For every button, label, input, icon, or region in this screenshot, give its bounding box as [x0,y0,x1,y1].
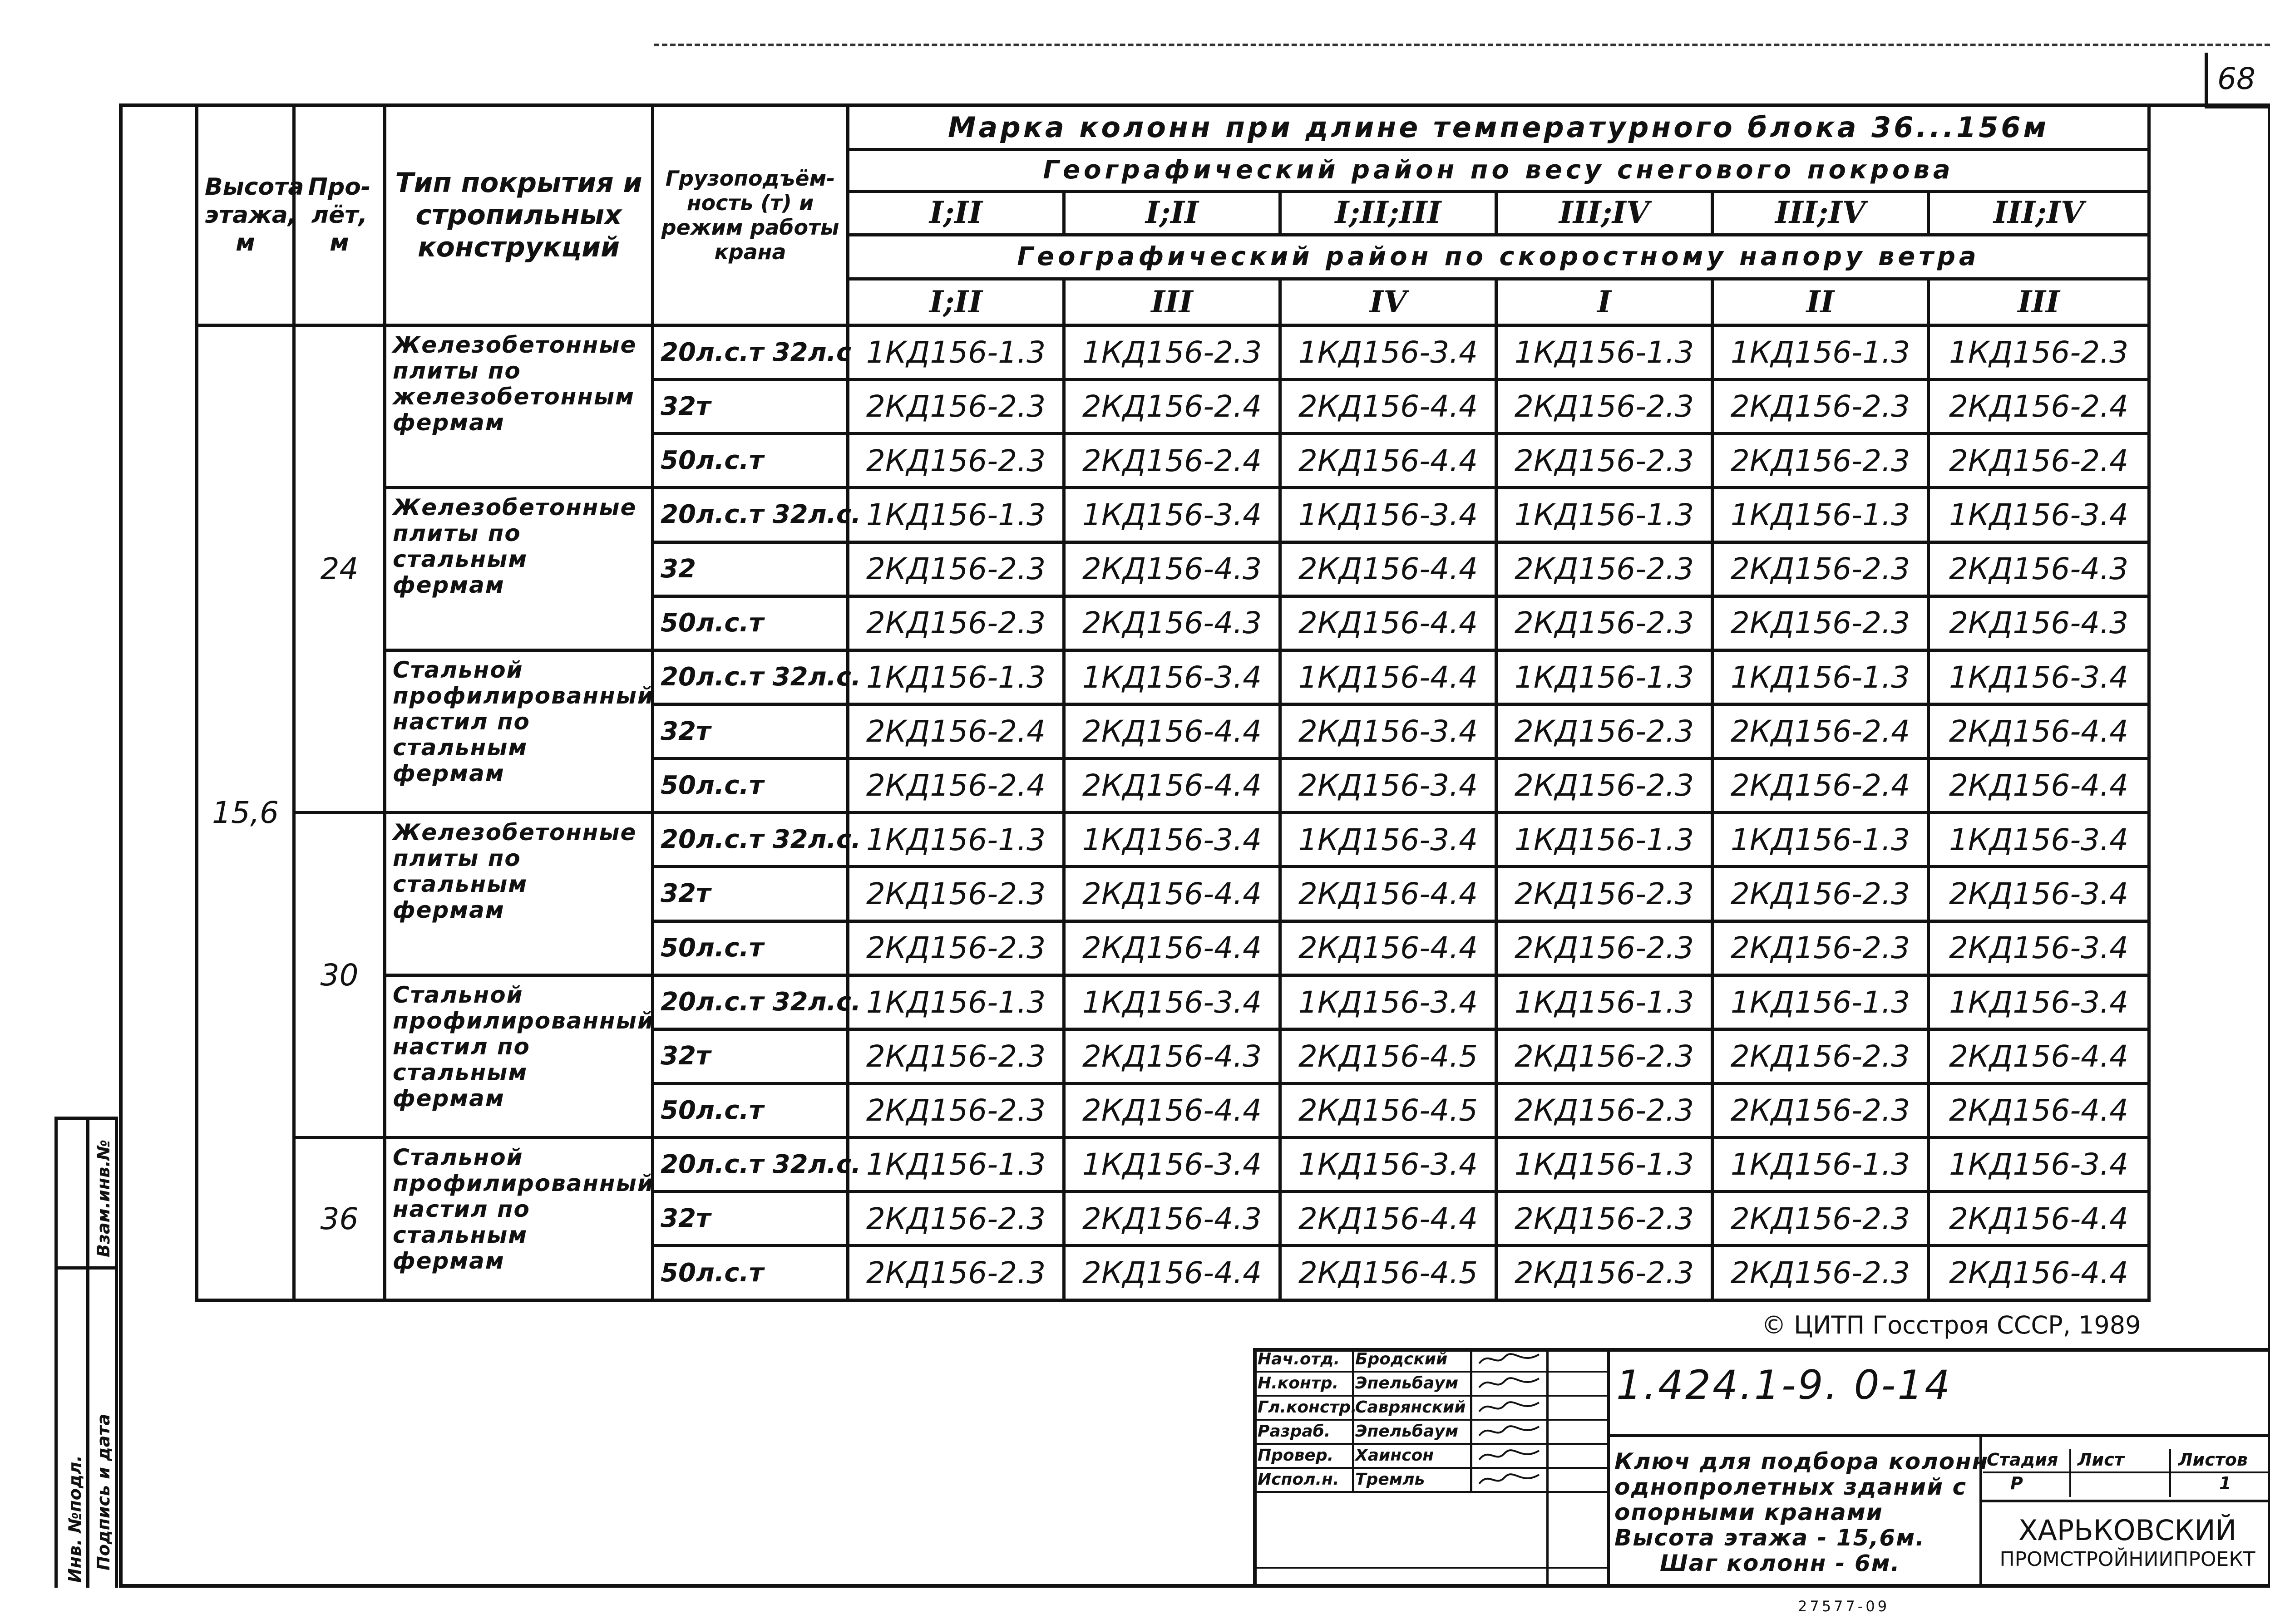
column-mark-cell: 2КД156-2.3 [848,921,1064,975]
table-row [197,1137,2149,1191]
header-snow-title: Географический район по весу снегового покрова [848,149,2149,191]
column-mark-cell: 1КД156-3.4 [1280,488,1496,542]
side-label: Взам.инв.№ [94,1139,114,1257]
column-mark-cell: 1КД156-1.3 [848,975,1064,1029]
column-mark-cell: 2КД156-3.4 [1929,921,2149,975]
crane-load-cell: 20л.с.т 32л.с. [653,650,848,704]
column-mark-cell: 2КД156-4.4 [1280,433,1496,487]
column-mark-cell: 2КД156-2.3 [848,433,1064,487]
column-mark-cell: 2КД156-4.3 [1064,596,1280,650]
column-mark-cell: 2КД156-4.4 [1280,542,1496,596]
column-mark-cell: 2КД156-4.4 [1064,867,1280,921]
column-mark-cell: 1КД156-1.3 [1712,975,1929,1029]
crane-load-cell: 32т [653,1029,848,1083]
column-mark-cell: 1КД156-3.4 [1064,488,1280,542]
snow-code: I;II [1064,191,1280,235]
title-line: Высота этажа - 15,6м. [1614,1525,1925,1551]
crane-load-cell: 32т [653,867,848,921]
column-mark-cell: 2КД156-2.4 [848,704,1064,758]
column-mark-cell: 1КД156-4.4 [1280,650,1496,704]
column-mark-cell: 2КД156-2.3 [1496,704,1712,758]
roof-type-cell: Железобетонные плиты по стальным фермам [385,813,653,975]
stage-value: Р [2010,1473,2023,1493]
column-mark-cell: 2КД156-2.4 [1064,433,1280,487]
stamp-divider [1607,1434,2270,1437]
column-mark-cell: 2КД156-3.4 [1280,758,1496,812]
column-mark-cell: 1КД156-3.4 [1929,650,2149,704]
column-mark-cell: 2КД156-2.3 [848,1192,1064,1246]
signer-role: Н.контр. [1258,1374,1339,1393]
column-mark-cell: 2КД156-2.3 [1496,867,1712,921]
column-mark-cell: 2КД156-4.4 [1064,704,1280,758]
header-span: Про-лёт, м [294,105,385,325]
crane-load-cell: 32т [653,704,848,758]
column-mark-cell: 1КД156-1.3 [848,650,1064,704]
column-mark-cell: 2КД156-4.5 [1280,1083,1496,1137]
column-mark-cell: 2КД156-2.4 [1064,379,1280,433]
column-mark-cell: 2КД156-2.3 [1712,596,1929,650]
signer-role: Испол.н. [1258,1470,1339,1489]
column-mark-cell: 2КД156-3.4 [1929,867,2149,921]
crane-load-cell: 50л.с.т [653,921,848,975]
column-mark-cell: 2КД156-4.3 [1064,1192,1280,1246]
column-mark-cell: 1КД156-1.3 [1712,325,1929,379]
stage-box [1983,1449,2270,1499]
column-mark-cell: 1КД156-1.3 [1496,1137,1712,1191]
table-body [197,105,2149,1300]
column-mark-cell: 1КД156-1.3 [1496,325,1712,379]
column-mark-cell: 1КД156-1.3 [1496,975,1712,1029]
signature-mark [1476,1445,1544,1465]
column-mark-cell: 2КД156-2.3 [1496,1192,1712,1246]
snow-code: I;II [848,191,1064,235]
crane-load-cell: 20л.с.т 32л.с. [653,1137,848,1191]
column-mark-cell: 1КД156-3.4 [1929,975,2149,1029]
column-mark-cell: 2КД156-2.3 [1496,596,1712,650]
copyright-note: © ЦИТП Госстроя СССР, 1989 [1762,1311,2141,1339]
crane-load-cell: 20л.с.т 32л.с. [653,813,848,867]
column-mark-cell: 1КД156-1.3 [848,325,1064,379]
signer-row [1253,1348,1607,1373]
column-mark-cell: 2КД156-4.4 [1064,921,1280,975]
crane-load-cell: 32т [653,379,848,433]
table-row [197,975,2149,1029]
column-mark-cell: 2КД156-2.3 [1712,1029,1929,1083]
column-mark-cell: 2КД156-2.4 [1929,379,2149,433]
column-mark-cell: 2КД156-2.4 [1929,433,2149,487]
signer-name: Бродский [1355,1350,1448,1368]
title-line: Ключ для подбора колонн [1614,1448,1989,1475]
column-mark-cell: 2КД156-2.3 [1496,921,1712,975]
snow-code: III;IV [1496,191,1712,235]
signer-row [1253,1420,1607,1445]
table-row [197,813,2149,867]
signature-mark [1476,1397,1544,1417]
column-mark-cell: 2КД156-2.3 [1712,542,1929,596]
snow-code: III;IV [1712,191,1929,235]
column-mark-cell: 2КД156-4.4 [1929,1246,2149,1300]
column-mark-cell: 2КД156-2.3 [1712,1083,1929,1137]
column-mark-cell: 1КД156-3.4 [1280,1137,1496,1191]
column-mark-cell: 2КД156-2.3 [1496,433,1712,487]
wind-code: II [1712,279,1929,325]
side-strip [50,1117,119,1588]
column-mark-cell: 2КД156-2.3 [1712,1192,1929,1246]
top-dashed-line [654,44,2270,46]
crane-load-cell: 20л.с.т 32л.с [653,325,848,379]
wind-code: I [1496,279,1712,325]
column-mark-cell: 1КД156-1.3 [1712,488,1929,542]
stage-label: Стадия [1987,1450,2058,1470]
column-mark-cell: 1КД156-1.3 [1496,813,1712,867]
column-mark-cell: 2КД156-4.3 [1929,542,2149,596]
header-wind-title: Географический район по скоростному напору ветра [848,235,2149,279]
signature-mark [1476,1469,1544,1489]
title-line: опорными кранами [1614,1499,1883,1526]
document-title [1614,1448,1989,1585]
column-mark-cell: 2КД156-2.3 [1712,433,1929,487]
crane-load-cell: 20л.с.т 32л.с. [653,488,848,542]
column-mark-cell: 2КД156-2.3 [848,1083,1064,1137]
bottom-cut-text: 27577-09 [1798,1598,1890,1615]
sheets-label: Листов [2178,1450,2248,1470]
signer-name: Эпельбаум [1355,1422,1459,1441]
crane-load-cell: 50л.с.т [653,1246,848,1300]
column-mark-cell: 1КД156-3.4 [1280,975,1496,1029]
wind-code: III [1929,279,2149,325]
column-mark-cell: 2КД156-4.3 [1929,596,2149,650]
snow-code: I;II;III [1280,191,1496,235]
column-mark-cell: 2КД156-4.4 [1064,1246,1280,1300]
column-mark-cell: 2КД156-4.4 [1929,1029,2149,1083]
column-mark-cell: 2КД156-4.5 [1280,1029,1496,1083]
roof-type-cell: Железобетонные плиты по железобетонным фермам [385,325,653,488]
column-mark-cell: 2КД156-4.4 [1280,921,1496,975]
column-mark-cell: 1КД156-1.3 [1712,650,1929,704]
signer-row [1253,1396,1607,1421]
crane-load-cell: 32 [653,542,848,596]
column-mark-cell: 1КД156-1.3 [1712,1137,1929,1191]
column-selection-table [195,103,2151,1302]
column-mark-cell: 1КД156-3.4 [1929,813,2149,867]
table-row [197,488,2149,542]
column-mark-cell: 2КД156-2.4 [1712,704,1929,758]
header-height: Высота этажа, м [197,105,294,325]
title-line: однопролетных зданий с [1614,1474,1967,1500]
column-mark-cell: 1КД156-1.3 [1496,650,1712,704]
column-mark-cell: 2КД156-2.3 [848,1246,1064,1300]
signature-mark [1476,1373,1544,1393]
column-mark-cell: 2КД156-2.3 [1712,379,1929,433]
signer-role: Гл.констр. [1258,1398,1357,1417]
floor-height-cell: 15,6 [197,325,294,1300]
column-mark-cell: 1КД156-1.3 [1496,488,1712,542]
signer-role: Разраб. [1258,1422,1331,1441]
side-divider [54,1266,118,1270]
signer-name: Саврянский [1355,1398,1466,1417]
roof-type-cell: Стальной профилированный настил по стальным фермам [385,650,653,813]
column-mark-cell: 1КД156-2.3 [1929,325,2149,379]
signer-role: Провер. [1258,1446,1334,1465]
column-mark-cell: 1КД156-1.3 [848,488,1064,542]
header-load: Грузоподъём-ность (т) и режим работы крана [653,105,848,325]
column-mark-cell: 1КД156-3.4 [1064,1137,1280,1191]
organization [1983,1502,2270,1588]
column-mark-cell: 1КД156-3.4 [1280,325,1496,379]
roof-type-cell: Стальной профилированный настил по стальным фермам [385,975,653,1137]
signers-grid [1253,1348,1607,1588]
column-mark-cell: 1КД156-1.3 [848,1137,1064,1191]
column-mark-cell: 2КД156-4.5 [1280,1246,1496,1300]
column-mark-cell: 2КД156-2.3 [848,1029,1064,1083]
column-mark-cell: 2КД156-2.3 [1496,1246,1712,1300]
signer-role: Нач.отд. [1258,1350,1340,1368]
column-mark-cell: 1КД156-3.4 [1280,813,1496,867]
wind-code: IV [1280,279,1496,325]
page-number: 68 [2217,61,2255,96]
stamp-bottom-line [1253,1567,1607,1569]
sheets-value: 1 [2219,1473,2231,1493]
roof-type-cell: Железобетонные плиты по стальным фермам [385,488,653,650]
side-label: Инв. №подл. [65,1455,85,1583]
column-mark-cell: 2КД156-2.3 [848,596,1064,650]
signer-row [1253,1372,1607,1397]
signature-mark [1476,1349,1544,1369]
column-mark-cell: 2КД156-2.3 [848,542,1064,596]
signature-mark [1476,1421,1544,1441]
crane-load-cell: 20л.с.т 32л.с. [653,975,848,1029]
signer-name: Эпельбаум [1355,1374,1459,1393]
column-mark-cell: 2КД156-2.3 [1712,1246,1929,1300]
header-type: Тип покрытия и стропильных конструкций [385,105,653,325]
column-mark-cell: 2КД156-4.3 [1064,1029,1280,1083]
crane-load-cell: 50л.с.т [653,758,848,812]
signer-name: Хаинсон [1355,1446,1434,1465]
document-code: 1.424.1-9. 0-14 [1616,1362,1952,1408]
column-mark-cell: 2КД156-4.4 [1280,596,1496,650]
column-mark-cell: 1КД156-2.3 [1064,325,1280,379]
column-mark-cell: 2КД156-2.3 [1496,542,1712,596]
column-mark-cell: 2КД156-4.4 [1929,1192,2149,1246]
column-mark-cell: 2КД156-2.4 [848,758,1064,812]
column-mark-cell: 1КД156-3.4 [1929,1137,2149,1191]
crane-load-cell: 32т [653,1192,848,1246]
crane-load-cell: 50л.с.т [653,596,848,650]
roof-type-cell: Стальной профилированный настил по стальным фермам [385,1137,653,1300]
signer-name: Тремль [1355,1470,1425,1489]
span-cell: 30 [294,813,385,1138]
header-mark-title: Марка колонн при длине температурного блока 36...156м [848,105,2149,150]
column-mark-cell: 2КД156-4.4 [1929,704,2149,758]
wind-code: III [1064,279,1280,325]
column-mark-cell: 2КД156-2.3 [1712,867,1929,921]
column-mark-cell: 2КД156-2.3 [848,379,1064,433]
column-mark-cell: 1КД156-1.3 [1712,813,1929,867]
column-mark-cell: 2КД156-4.4 [1929,758,2149,812]
column-mark-cell: 2КД156-4.4 [1929,1083,2149,1137]
column-mark-cell: 2КД156-3.4 [1280,704,1496,758]
snow-code: III;IV [1929,191,2149,235]
column-mark-cell: 2КД156-4.4 [1280,1192,1496,1246]
title-line: Шаг колонн - 6м. [1660,1550,1900,1576]
column-mark-cell: 1КД156-3.4 [1064,813,1280,867]
column-mark-cell: 2КД156-2.3 [1496,379,1712,433]
table-row [197,650,2149,704]
column-mark-cell: 2КД156-2.3 [1712,921,1929,975]
column-mark-cell: 2КД156-4.3 [1064,542,1280,596]
wind-code: I;II [848,279,1064,325]
column-mark-cell: 2КД156-2.3 [1496,1029,1712,1083]
side-col [54,1117,86,1588]
column-mark-cell: 2КД156-4.4 [1064,758,1280,812]
table-row [197,325,2149,379]
span-cell: 24 [294,325,385,813]
crane-load-cell: 50л.с.т [653,1083,848,1137]
column-mark-cell: 1КД156-3.4 [1929,488,2149,542]
column-mark-cell: 2КД156-2.3 [1496,1083,1712,1137]
column-mark-cell: 1КД156-1.3 [848,813,1064,867]
crane-load-cell: 50л.с.т [653,433,848,487]
org-line: ПРОМСТРОЙНИИПРОЕКТ [1999,1548,2255,1571]
column-mark-cell: 1КД156-3.4 [1064,975,1280,1029]
side-label: Подпись и дата [94,1413,114,1570]
stamp-divider-v [1607,1348,1610,1588]
sheet-label: Лист [2078,1450,2124,1470]
column-mark-cell: 2КД156-2.3 [848,867,1064,921]
column-mark-cell: 2КД156-2.3 [1496,758,1712,812]
column-mark-cell: 2КД156-4.4 [1280,867,1496,921]
span-cell: 36 [294,1137,385,1300]
column-mark-cell: 2КД156-4.4 [1280,379,1496,433]
column-mark-cell: 2КД156-2.4 [1712,758,1929,812]
signer-row [1253,1468,1607,1493]
column-mark-cell: 2КД156-4.4 [1064,1083,1280,1137]
signer-row [1253,1444,1607,1469]
org-line: ХАРЬКОВСКИЙ [2018,1514,2237,1547]
column-mark-cell: 1КД156-3.4 [1064,650,1280,704]
